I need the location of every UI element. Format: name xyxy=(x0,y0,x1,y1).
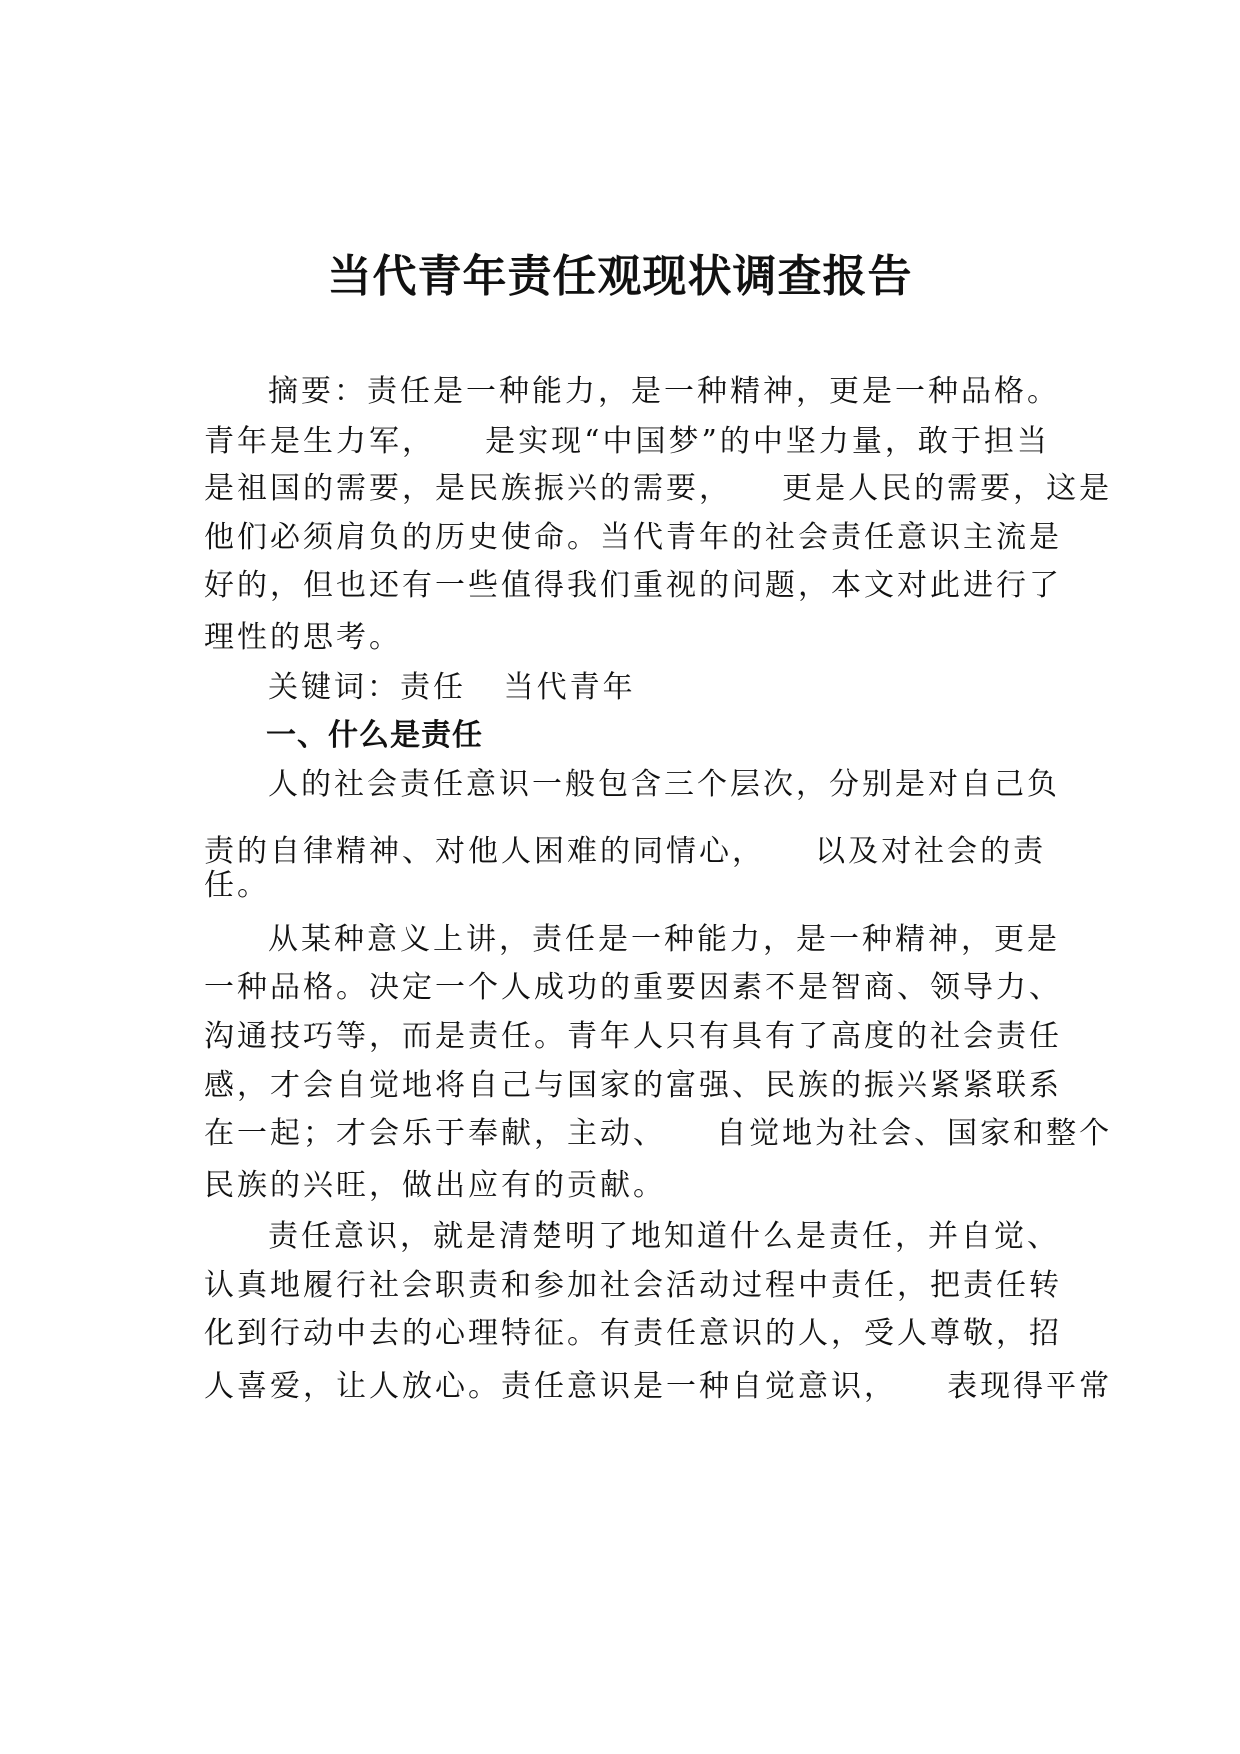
paragraph-2-line-4: 感，才会自觉地将自己与国家的富强、民族的振兴紧紧联系 xyxy=(204,1068,1062,1103)
paragraph-2-line-6: 民族的兴旺，做出应有的贡献。 xyxy=(204,1168,666,1203)
paragraph-3-line-3: 化到行动中去的心理特征。有责任意识的人，受人尊敬，招 xyxy=(204,1316,1062,1351)
document-title: 当代青年责任观现状调查报告 xyxy=(327,251,913,302)
paragraph-3-line-1: 责任意识，就是清楚明了地知道什么是责任，并自觉、 xyxy=(268,1219,1060,1254)
paragraph-3-line-4: 人喜爱，让人放心。责任意识是一种自觉意识， 表现得平常 xyxy=(204,1369,1113,1404)
paragraph-1-line-2: 责的自律精神、对他人困难的同情心， 以及对社会的责 xyxy=(204,834,1047,869)
section-heading: 一、什么是责任 xyxy=(266,718,483,753)
paragraph-3-line-2: 认真地履行社会职责和参加社会活动过程中责任，把责任转 xyxy=(204,1268,1062,1303)
abstract-line-6: 理性的思考。 xyxy=(204,620,402,655)
paragraph-1-line-3: 任。 xyxy=(204,868,270,903)
abstract-line-2: 青年是生力军， 是实现“中国梦”的中坚力量，敢于担当 xyxy=(204,424,1050,459)
paragraph-2-line-3: 沟通技巧等，而是责任。青年人只有具有了高度的社会责任 xyxy=(204,1019,1062,1054)
abstract-line-3: 是祖国的需要，是民族振兴的需要， 更是人民的需要，这是 xyxy=(204,471,1113,506)
abstract-line-5: 好的，但也还有一些值得我们重视的问题，本文对此进行了 xyxy=(204,568,1062,603)
paragraph-2-line-2: 一种品格。决定一个人成功的重要因素不是智商、领导力、 xyxy=(204,970,1062,1005)
keywords-line: 关键词：责任 当代青年 xyxy=(268,670,636,705)
paragraph-2-line-5: 在一起；才会乐于奉献，主动、 自觉地为社会、国家和整个 xyxy=(204,1116,1113,1151)
paragraph-1-line-1: 人的社会责任意识一般包含三个层次，分别是对自己负 xyxy=(268,767,1060,802)
abstract-line-4: 他们必须肩负的历史使命。当代青年的社会责任意识主流是 xyxy=(204,520,1062,555)
paragraph-2-line-1: 从某种意义上讲，责任是一种能力，是一种精神，更是 xyxy=(268,922,1060,957)
abstract-line-1: 摘要：责任是一种能力，是一种精神，更是一种品格。 xyxy=(268,374,1060,409)
